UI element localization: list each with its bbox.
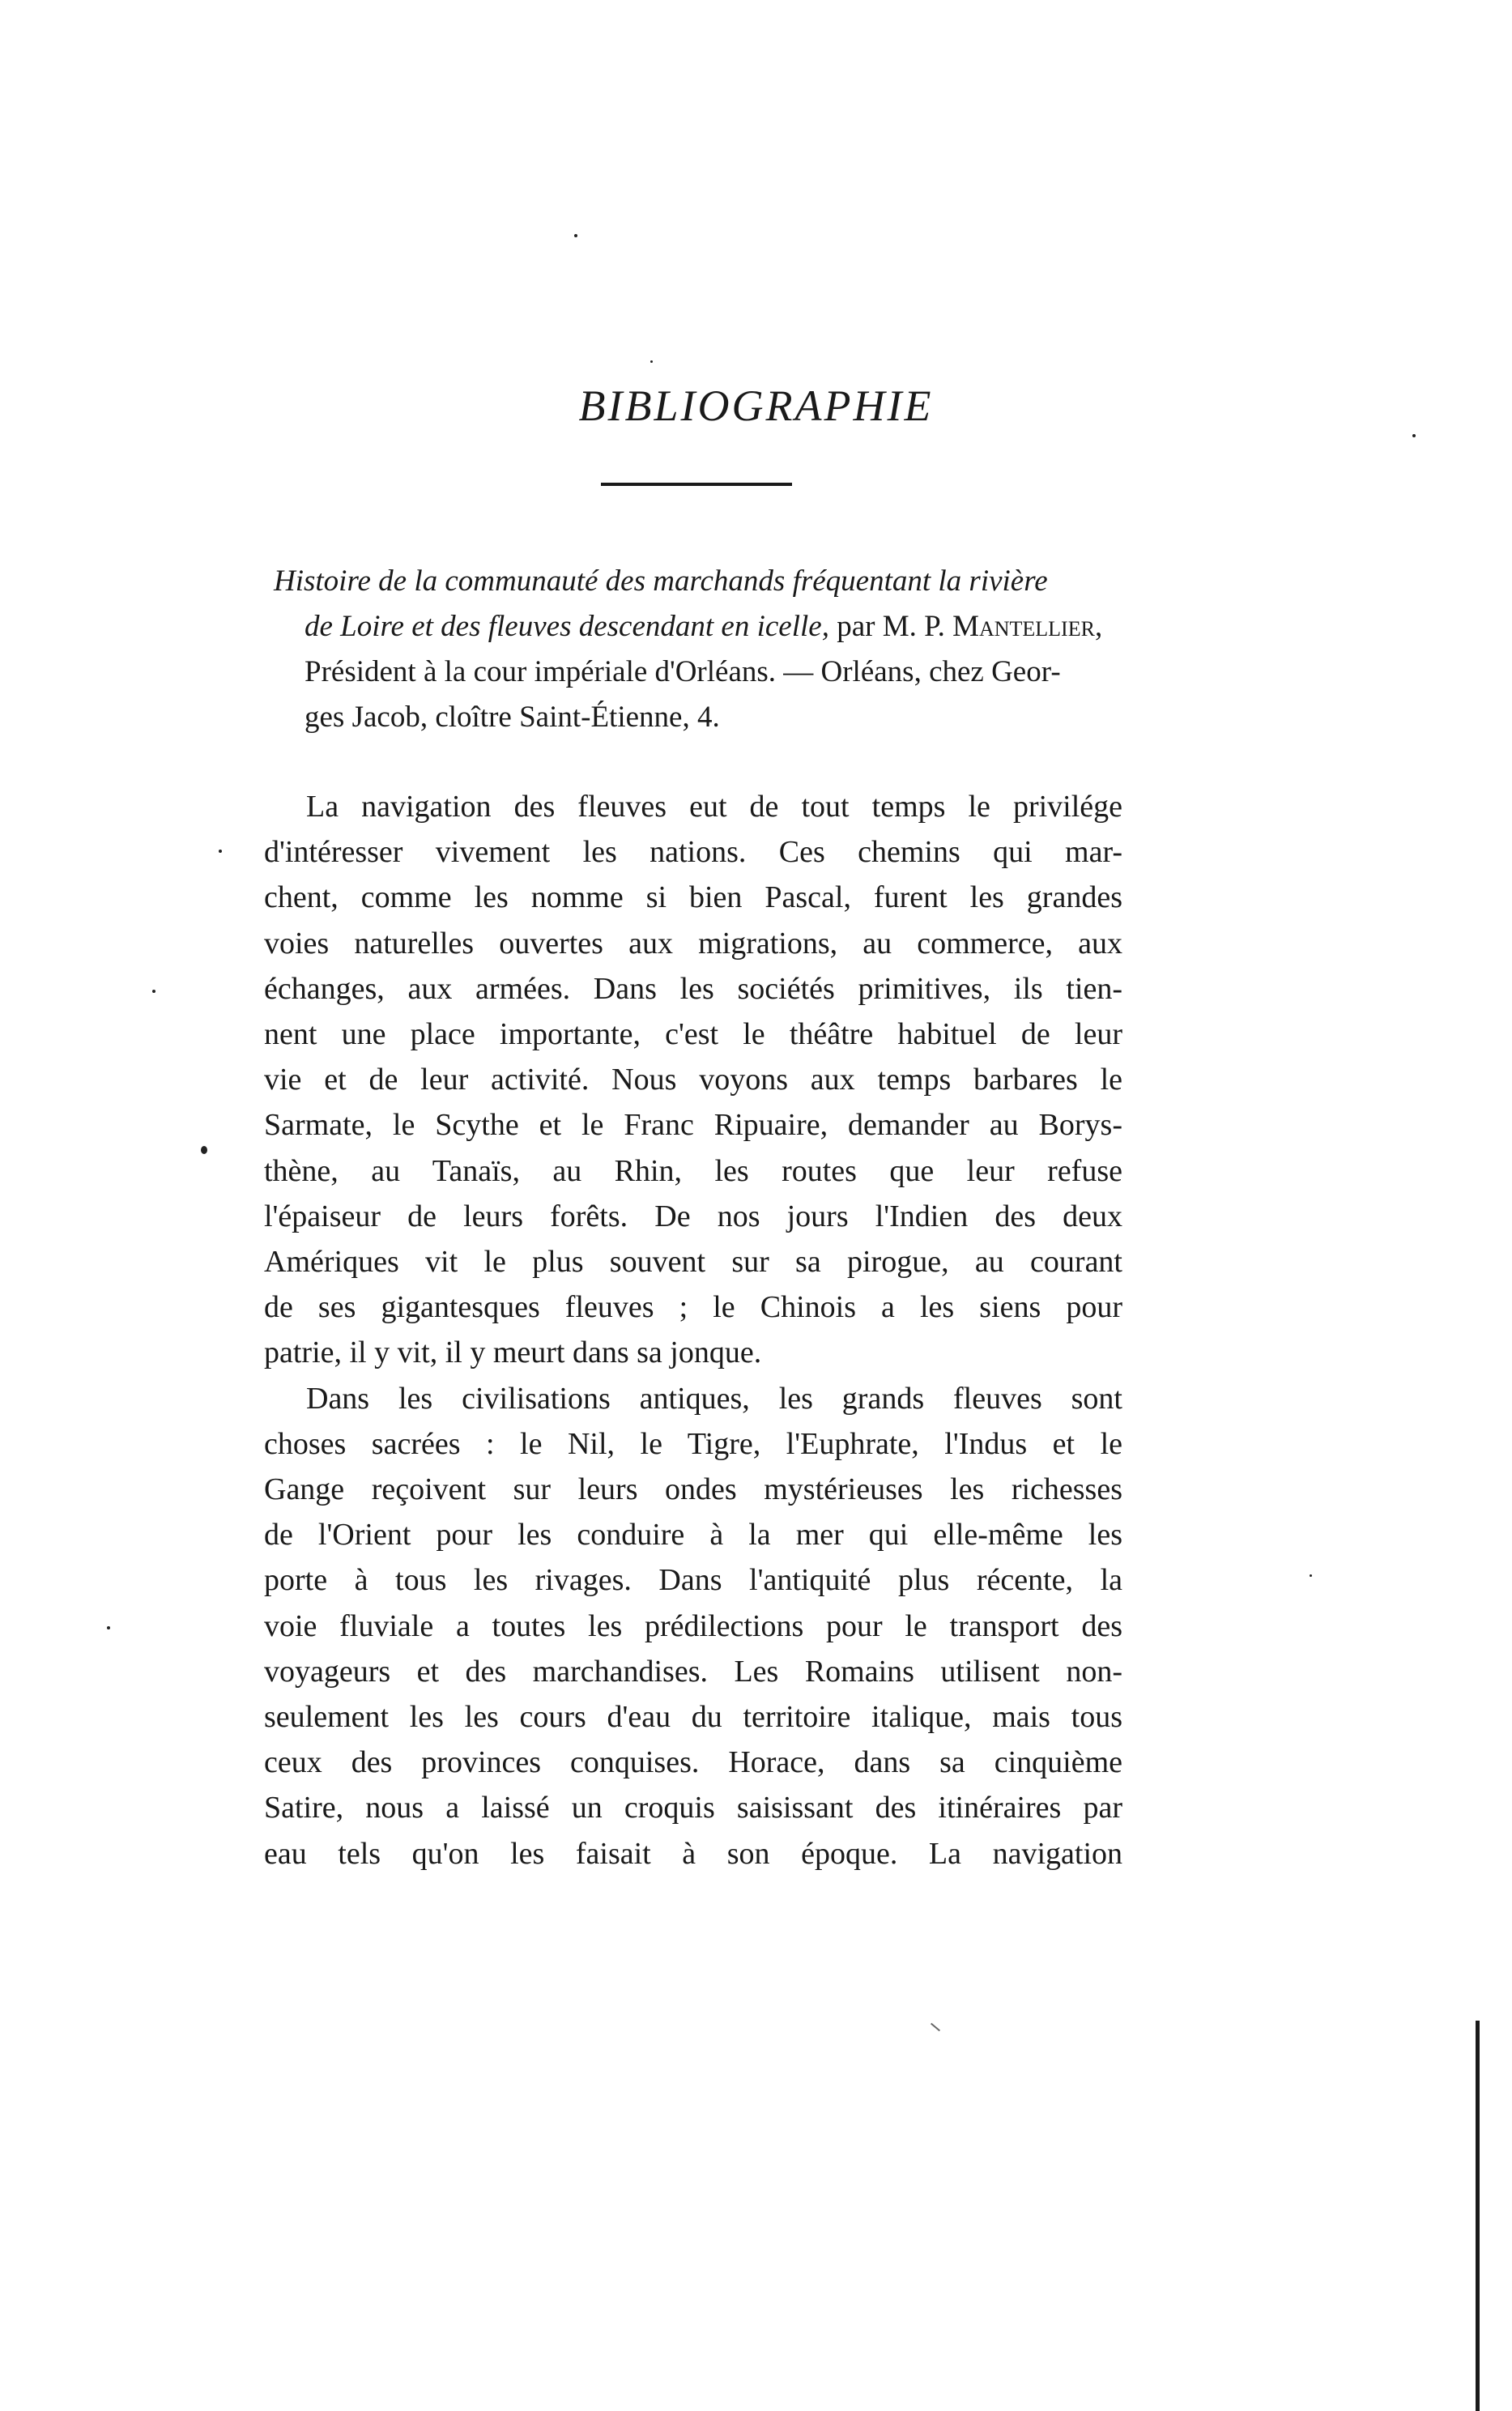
text-line: voyageurs et des marchandises. Les Romains utilisent non- — [264, 1654, 1122, 1689]
text-line: eau tels qu'on les faisait à son époque. La navigation — [264, 1836, 1122, 1871]
text-line: choses sacrées : le Nil, le Tigre, l'Euphrate, l'Indus et le — [264, 1426, 1122, 1461]
page-edge-bar — [1476, 2021, 1480, 2411]
text-line: nent une place importante, c'est le théâtre habituel de leur — [264, 1017, 1122, 1052]
scan-speck — [574, 234, 577, 237]
text-line: La navigation des fleuves eut de tout temps le privilége — [306, 790, 1122, 824]
citation-by: par M. P. — [828, 610, 953, 643]
article-body — [264, 784, 1122, 1876]
scan-speck — [107, 1626, 110, 1629]
text-line: d'intéresser vivement les nations. Ces chemins qui mar- — [264, 835, 1122, 870]
text-line: Gange reçoivent sur leurs ondes mystérieuses les richesses — [264, 1472, 1122, 1507]
citation-line: ges Jacob, cloître Saint-Étienne, 4. — [305, 701, 720, 734]
citation-book-title: Histoire de la communauté des marchands fréquentant la rivière — [274, 564, 1048, 598]
text-line: chent, comme les nomme si bien Pascal, furent les grandes — [264, 880, 1122, 915]
scan-speck — [219, 850, 222, 853]
scan-speck — [1412, 434, 1416, 437]
citation-line — [274, 604, 1124, 650]
scan-speck — [201, 1146, 207, 1154]
text-line: porte à tous les rivages. Dans l'antiquité plus récente, la — [264, 1563, 1122, 1598]
paragraph-1 — [264, 784, 1122, 1376]
scan-speck — [152, 990, 155, 993]
text-line: thène, au Tanaïs, au Rhin, les routes que leur refuse — [264, 1153, 1122, 1188]
title-divider — [601, 483, 792, 486]
scan-speck — [650, 360, 653, 363]
paragraph-2 — [264, 1376, 1122, 1876]
text-line: Amériques vit le plus souvent sur sa pirogue, au courant — [264, 1245, 1122, 1280]
citation-line — [274, 559, 1124, 604]
text-line: voie fluviale a toutes les prédilections pour le transport des — [264, 1608, 1122, 1643]
text-line: Satire, nous a laissé un croquis saisissant des itinéraires par — [264, 1791, 1122, 1825]
text-line: l'épaiseur de leurs forêts. De nos jours l'Indien des deux — [264, 1199, 1122, 1233]
text-line: Dans les civilisations antiques, les grands fleuves sont — [306, 1381, 1122, 1416]
text-line: ceux des provinces conquises. Horace, dans sa cinquième — [264, 1745, 1122, 1780]
text-line: voies naturelles ouvertes aux migrations, au commerce, aux — [264, 926, 1122, 961]
text-line: seulement les les cours d'eau du territoire italique, mais tous — [264, 1700, 1122, 1735]
text-line: échanges, aux armées. Dans les sociétés primitives, ils tien- — [264, 971, 1122, 1006]
citation-line: Président à la cour impériale d'Orléans. — Orléans, chez Geor- — [305, 655, 1061, 688]
text-line: Sarmate, le Scythe et le Franc Ripuaire, demander au Borys- — [264, 1108, 1122, 1143]
text-line: de l'Orient pour les conduire à la mer qui elle-même les — [264, 1518, 1122, 1553]
scan-mark — [931, 2023, 940, 2032]
citation-book-title-cont: de Loire et des fleuves descendant en icelle, — [305, 610, 829, 643]
citation-author: Mantellier, — [952, 610, 1103, 643]
text-line: patrie, il y vit, il y meurt dans sa jonque. — [264, 1335, 762, 1370]
text-line: vie et de leur activité. Nous voyons aux temps barbares le — [264, 1063, 1122, 1097]
page-title: BIBLIOGRAPHIE — [578, 381, 934, 430]
text-line: de ses gigantesques fleuves ; le Chinois a les siens pour — [264, 1290, 1122, 1325]
scan-speck — [1310, 1574, 1312, 1577]
bibliographic-citation — [274, 559, 1124, 740]
